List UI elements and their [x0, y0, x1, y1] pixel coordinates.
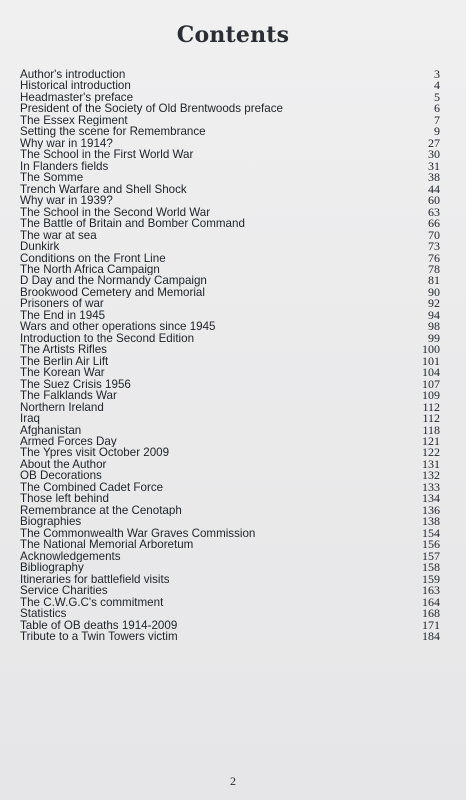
toc-entry-title: Prisoners of war [20, 298, 104, 310]
toc-entry-title: Bibliography [20, 562, 84, 574]
toc-entry-page: 158 [422, 562, 440, 574]
toc-entry-title: The Essex Regiment [20, 114, 128, 127]
toc-entry [20, 115, 440, 126]
toc-entry-title: Conditions on the Front Line [20, 252, 166, 264]
toc-entry-page: 66 [428, 218, 440, 230]
toc-entry-title: OB Decorations [20, 470, 102, 482]
toc-entry-title: The School in the First World War [20, 149, 194, 161]
toc-entry-page: 132 [422, 470, 440, 482]
toc-entry-page: 131 [422, 458, 440, 471]
toc-entry [20, 402, 440, 413]
toc-entry [20, 436, 440, 447]
toc-entry-page: 6 [434, 103, 440, 115]
toc-entry-title: Afghanistan [20, 424, 82, 436]
toc-entry-title: The Berlin Air Lift [20, 355, 109, 368]
toc-entry-page: 133 [422, 481, 440, 494]
toc-entry [20, 379, 440, 390]
toc-entry-title: The End in 1945 [20, 309, 106, 322]
toc-entry-title: Why war in 1939? [20, 195, 113, 207]
toc-entry [20, 333, 440, 344]
toc-entry-title: The Falklands War [20, 390, 117, 402]
toc-entry-page: 76 [428, 252, 440, 264]
toc-entry-page: 136 [422, 504, 440, 517]
toc-entry-page: 99 [428, 332, 440, 345]
toc-entry [20, 69, 440, 80]
toc-entry-page: 100 [422, 344, 440, 356]
toc-entry-page: 5 [434, 91, 440, 104]
toc-entry [20, 161, 440, 172]
toc-entry [20, 298, 440, 309]
page-number: 2 [230, 774, 236, 788]
toc-entry-title: Armed Forces Day [20, 436, 117, 448]
toc-entry-page: 109 [422, 390, 440, 402]
toc-entry-page: 31 [428, 160, 440, 173]
toc-entry [20, 172, 440, 183]
toc-entry [20, 126, 440, 137]
toc-entry-page: 159 [422, 573, 440, 586]
toc-entry-page: 30 [428, 149, 440, 161]
toc-entry-title: In Flanders fields [20, 160, 109, 173]
toc-entry [20, 562, 440, 573]
toc-entry-page: 134 [422, 493, 440, 505]
toc-entry-page: 112 [422, 413, 440, 425]
toc-entry-page: 107 [422, 378, 440, 391]
toc-entry-page: 163 [422, 585, 440, 597]
toc-entry-title: Table of OB deaths 1914-2009 [20, 619, 178, 631]
table-of-contents [20, 69, 440, 642]
toc-entry-page: 70 [428, 229, 440, 242]
toc-entry-page: 171 [422, 619, 440, 631]
toc-entry-title: Acknowledgements [20, 550, 121, 563]
toc-entry [20, 253, 440, 264]
toc-entry-page: 73 [428, 241, 440, 253]
toc-entry-title: Author's introduction [20, 69, 126, 81]
toc-entry [20, 356, 440, 367]
toc-entry-page: 121 [422, 436, 440, 448]
toc-entry-page: 138 [422, 516, 440, 528]
toc-entry [20, 103, 440, 114]
toc-entry-page: 104 [422, 367, 440, 379]
toc-entry-page: 118 [422, 424, 440, 436]
toc-entry [20, 470, 440, 481]
toc-entry [20, 413, 440, 424]
toc-entry-title: Service Charities [20, 585, 108, 597]
toc-entry-page: 154 [422, 527, 440, 540]
toc-entry-title: The Commonwealth War Graves Commission [20, 527, 256, 540]
toc-entry-title: The Battle of Britain and Bomber Command [20, 218, 245, 230]
toc-entry-title: Itineraries for battlefield visits [20, 573, 170, 586]
toc-entry-page: 101 [422, 355, 440, 368]
toc-entry-title: Remembrance at the Cenotaph [20, 504, 182, 517]
toc-entry [20, 287, 440, 298]
toc-entry [20, 149, 440, 160]
toc-entry-title: Setting the scene for Remembrance [20, 126, 206, 138]
toc-entry-page: 38 [428, 172, 440, 184]
toc-entry-title: The North Africa Campaign [20, 263, 160, 276]
toc-entry-title: Brookwood Cemetery and Memorial [20, 286, 205, 299]
toc-entry-page: 164 [422, 596, 440, 609]
toc-entry [20, 184, 440, 195]
toc-entry [20, 310, 440, 321]
toc-entry-page: 94 [428, 309, 440, 322]
toc-entry [20, 631, 440, 642]
toc-entry-page: 156 [422, 539, 440, 551]
toc-entry [20, 195, 440, 206]
toc-entry [20, 493, 440, 504]
toc-entry [20, 218, 440, 229]
toc-entry [20, 539, 440, 550]
toc-entry-page: 3 [434, 69, 440, 81]
toc-entry [20, 80, 440, 91]
toc-entry-title: Dunkirk [20, 241, 60, 253]
toc-entry-page: 184 [422, 630, 440, 643]
toc-entry [20, 138, 440, 149]
toc-entry [20, 344, 440, 355]
toc-entry-title: The Suez Crisis 1956 [20, 378, 131, 391]
toc-entry [20, 230, 440, 241]
toc-entry-title: The National Memorial Arboretum [20, 539, 194, 551]
toc-entry-title: The Combined Cadet Force [20, 481, 164, 494]
toc-entry [20, 264, 440, 275]
toc-entry-page: 60 [428, 195, 440, 207]
toc-entry-page: 122 [422, 447, 440, 459]
toc-entry [20, 585, 440, 596]
toc-entry [20, 367, 440, 378]
toc-entry [20, 528, 440, 539]
toc-entry-title: About the Author [20, 458, 107, 471]
toc-entry-title: The C.W.G.C's commitment [20, 596, 164, 609]
toc-entry-title: Biographies [20, 516, 82, 528]
toc-entry-page: 4 [434, 80, 440, 92]
toc-entry-title: The Ypres visit October 2009 [20, 447, 170, 459]
toc-entry-page: 78 [428, 263, 440, 276]
toc-entry-title: Those left behind [20, 493, 109, 505]
toc-entry-page: 98 [428, 321, 440, 333]
toc-entry-title: Historical introduction [20, 80, 131, 92]
toc-entry-title: Wars and other operations since 1945 [20, 321, 216, 333]
toc-entry [20, 551, 440, 562]
toc-entry [20, 597, 440, 608]
toc-entry-title: Headmaster's preface [20, 91, 134, 104]
toc-entry-title: Tribute to a Twin Towers victim [20, 630, 178, 643]
toc-entry-title: Why war in 1914? [20, 137, 113, 150]
toc-entry-title: Iraq [20, 413, 40, 425]
toc-entry-title: The war at sea [20, 229, 97, 242]
toc-entry-page: 81 [428, 275, 440, 287]
toc-entry [20, 620, 440, 631]
toc-entry [20, 275, 440, 286]
toc-entry [20, 241, 440, 252]
toc-entry-title: The School in the Second World War [20, 206, 211, 219]
toc-entry-page: 157 [422, 550, 440, 563]
toc-entry-page: 90 [428, 286, 440, 299]
toc-entry [20, 482, 440, 493]
toc-entry [20, 516, 440, 527]
toc-entry-page: 44 [428, 183, 440, 196]
toc-entry-page: 9 [434, 126, 440, 138]
toc-entry-page: 92 [428, 298, 440, 310]
toc-entry-title: D Day and the Normandy Campaign [20, 275, 207, 287]
toc-entry [20, 459, 440, 470]
toc-entry [20, 390, 440, 401]
toc-entry-page: 168 [422, 608, 440, 620]
toc-entry-page: 63 [428, 206, 440, 219]
toc-entry [20, 505, 440, 516]
toc-entry-page: 27 [428, 137, 440, 150]
toc-entry-page: 112 [422, 401, 440, 414]
toc-entry [20, 447, 440, 458]
toc-entry [20, 92, 440, 103]
toc-entry-title: The Korean War [20, 367, 105, 379]
page-title: Contents [176, 22, 290, 48]
toc-entry-title: Trench Warfare and Shell Shock [20, 183, 187, 196]
toc-entry-title: President of the Society of Old Brentwoods preface [20, 103, 283, 115]
toc-entry [20, 574, 440, 585]
toc-entry-title: The Artists Rifles [20, 344, 107, 356]
toc-entry [20, 321, 440, 332]
toc-entry [20, 608, 440, 619]
toc-entry-title: Northern Ireland [20, 401, 104, 414]
toc-entry-title: The Somme [20, 172, 84, 184]
toc-entry-title: Introduction to the Second Edition [20, 332, 195, 345]
toc-entry-page: 7 [434, 114, 440, 127]
toc-entry [20, 207, 440, 218]
toc-entry-title: Statistics [20, 608, 67, 620]
toc-entry [20, 425, 440, 436]
